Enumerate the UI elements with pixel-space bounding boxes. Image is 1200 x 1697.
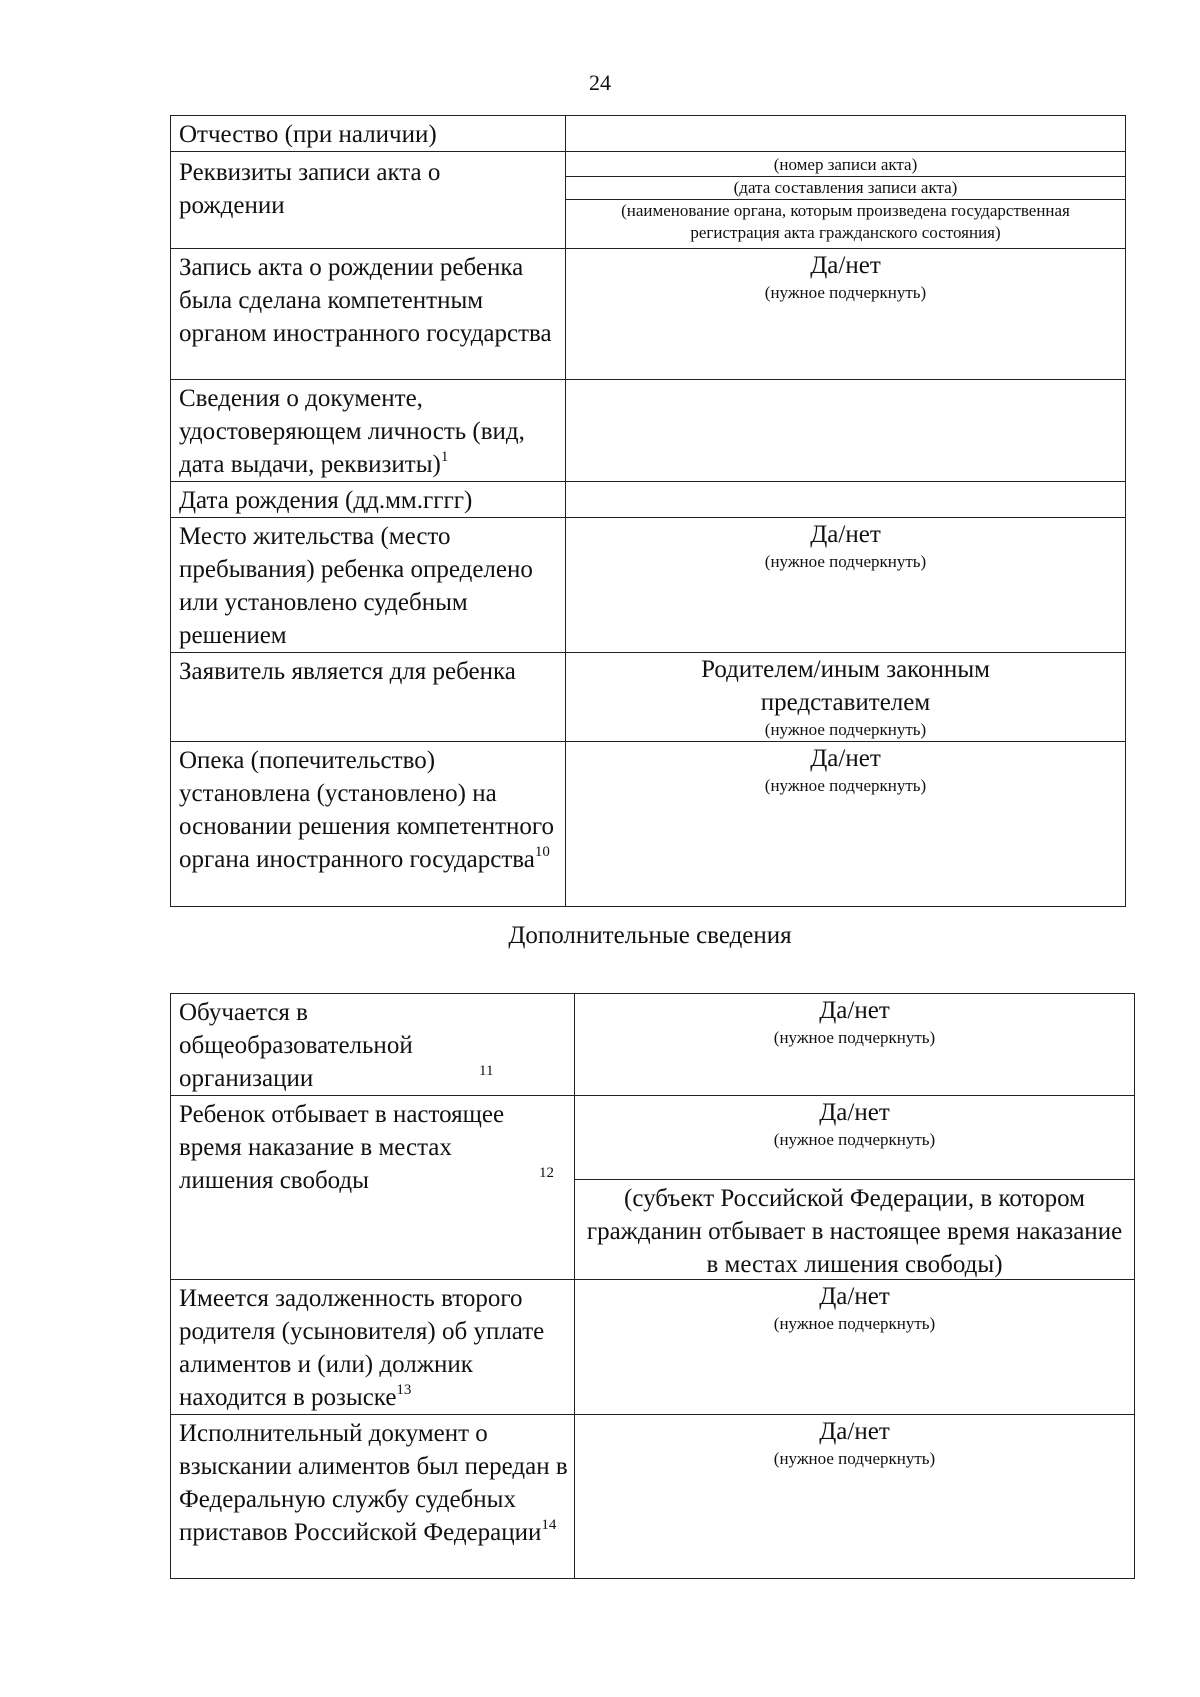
registration-organ-field[interactable] bbox=[566, 200, 1125, 249]
section-title: Дополнительные сведения bbox=[508, 922, 792, 949]
guardianship-hint: (нужное подчеркнуть) bbox=[764, 776, 927, 795]
bailiffs-choice[interactable] bbox=[575, 1415, 1135, 1579]
patronymic-label: Отчество (при наличии) bbox=[171, 116, 566, 152]
foreign-record-hint: (нужное подчеркнуть) bbox=[764, 283, 927, 302]
foreign-record-choice[interactable] bbox=[566, 249, 1126, 380]
alimony-debt-label-text: Имеется задолженность второго родителя (усыновителя) об уплате алиментов и (или) должник находится в розыске bbox=[179, 1285, 545, 1411]
residence-hint: (нужное подчеркнуть) bbox=[764, 552, 927, 571]
birth-record-label-text: Реквизиты записи акта о рождении bbox=[179, 159, 441, 219]
birth-date-label: Дата рождения (дд.мм.гггг) bbox=[171, 482, 566, 518]
imprisonment-label-text: Ребенок отбывает в настоящее время наказание в местах лишения свободы bbox=[179, 1101, 505, 1194]
imprisonment-choice[interactable] bbox=[575, 1096, 1134, 1179]
record-number-hint: (номер записи акта) bbox=[773, 155, 918, 174]
foreign-record-value: Да/нет bbox=[810, 252, 881, 279]
bailiffs-value: Да/нет bbox=[819, 1418, 890, 1445]
imprisonment-region-hint: (субъект Российской Федерации, в котором гражданин отбывает в настоящее время наказание в местах лишения свободы) bbox=[586, 1185, 1123, 1278]
alimony-debt-value: Да/нет bbox=[819, 1283, 890, 1310]
residence-label: Место жительства (место пребывания) ребенка определено или установлено судебным решением bbox=[171, 518, 566, 653]
imprisonment-label bbox=[171, 1096, 575, 1280]
residence-value: Да/нет bbox=[810, 521, 881, 548]
page-number: 24 bbox=[589, 70, 611, 95]
record-date-field[interactable] bbox=[566, 177, 1125, 200]
record-date-hint: (дата составления записи акта) bbox=[733, 178, 958, 197]
school-choice[interactable] bbox=[575, 994, 1135, 1096]
child-info-table bbox=[170, 115, 1126, 907]
bailiffs-hint: (нужное подчеркнуть) bbox=[773, 1449, 936, 1468]
applicant-hint: (нужное подчеркнуть) bbox=[764, 720, 927, 739]
bailiffs-label-text: Исполнительный документ о взыскании алиментов был передан в Федеральную службу судебных приставов Российской Федерации bbox=[179, 1420, 568, 1546]
registration-organ-hint: (наименование органа, которым произведена государственная регистрация акта гражданского состояния) bbox=[621, 201, 1070, 242]
school-value: Да/нет bbox=[819, 997, 890, 1024]
alimony-debt-choice[interactable] bbox=[575, 1280, 1135, 1415]
guardianship-label-text: Опека (попечительство) установлена (установлено) на основании решения компетентного органа иностранного государства bbox=[179, 747, 555, 873]
guardianship-label bbox=[171, 742, 566, 907]
footnote-12: 12 bbox=[539, 1165, 554, 1181]
imprisonment-cell bbox=[575, 1096, 1135, 1280]
applicant-label: Заявитель является для ребенка bbox=[171, 653, 566, 742]
additional-info-table bbox=[170, 993, 1135, 1579]
guardianship-value: Да/нет bbox=[810, 745, 881, 772]
birth-record-field bbox=[566, 152, 1126, 249]
guardianship-choice[interactable] bbox=[566, 742, 1126, 907]
alimony-debt-label bbox=[171, 1280, 575, 1415]
footnote-10: 10 bbox=[534, 844, 550, 860]
birth-record-label bbox=[171, 152, 566, 249]
patronymic-field[interactable] bbox=[566, 116, 1126, 152]
footnote-11: 11 bbox=[479, 1063, 494, 1079]
foreign-record-label: Запись акта о рождении ребенка была сделана компетентным органом иностранного государства bbox=[171, 249, 566, 380]
school-label-text: Обучается в общеобразовательной организации bbox=[179, 999, 413, 1092]
record-number-field[interactable] bbox=[566, 154, 1125, 177]
school-label bbox=[171, 994, 575, 1096]
footnote-13: 13 bbox=[396, 1382, 412, 1398]
residence-choice[interactable] bbox=[566, 518, 1126, 653]
identity-doc-label bbox=[171, 380, 566, 482]
birth-date-field[interactable] bbox=[566, 482, 1126, 518]
bailiffs-label bbox=[171, 1415, 575, 1579]
footnote-14: 14 bbox=[541, 1517, 557, 1533]
identity-doc-field[interactable] bbox=[566, 380, 1126, 482]
footnote-1: 1 bbox=[440, 449, 449, 465]
imprisonment-value: Да/нет bbox=[819, 1099, 890, 1126]
imprisonment-hint: (нужное подчеркнуть) bbox=[773, 1130, 936, 1149]
alimony-debt-hint: (нужное подчеркнуть) bbox=[773, 1314, 936, 1333]
applicant-value: Родителем/иным законным представителем bbox=[701, 656, 990, 716]
imprisonment-region-field[interactable] bbox=[575, 1179, 1134, 1279]
school-hint: (нужное подчеркнуть) bbox=[773, 1028, 936, 1047]
applicant-choice[interactable] bbox=[566, 653, 1126, 742]
identity-doc-label-text: Сведения о документе, удостоверяющем личность (вид, дата выдачи, реквизиты) bbox=[179, 385, 525, 478]
